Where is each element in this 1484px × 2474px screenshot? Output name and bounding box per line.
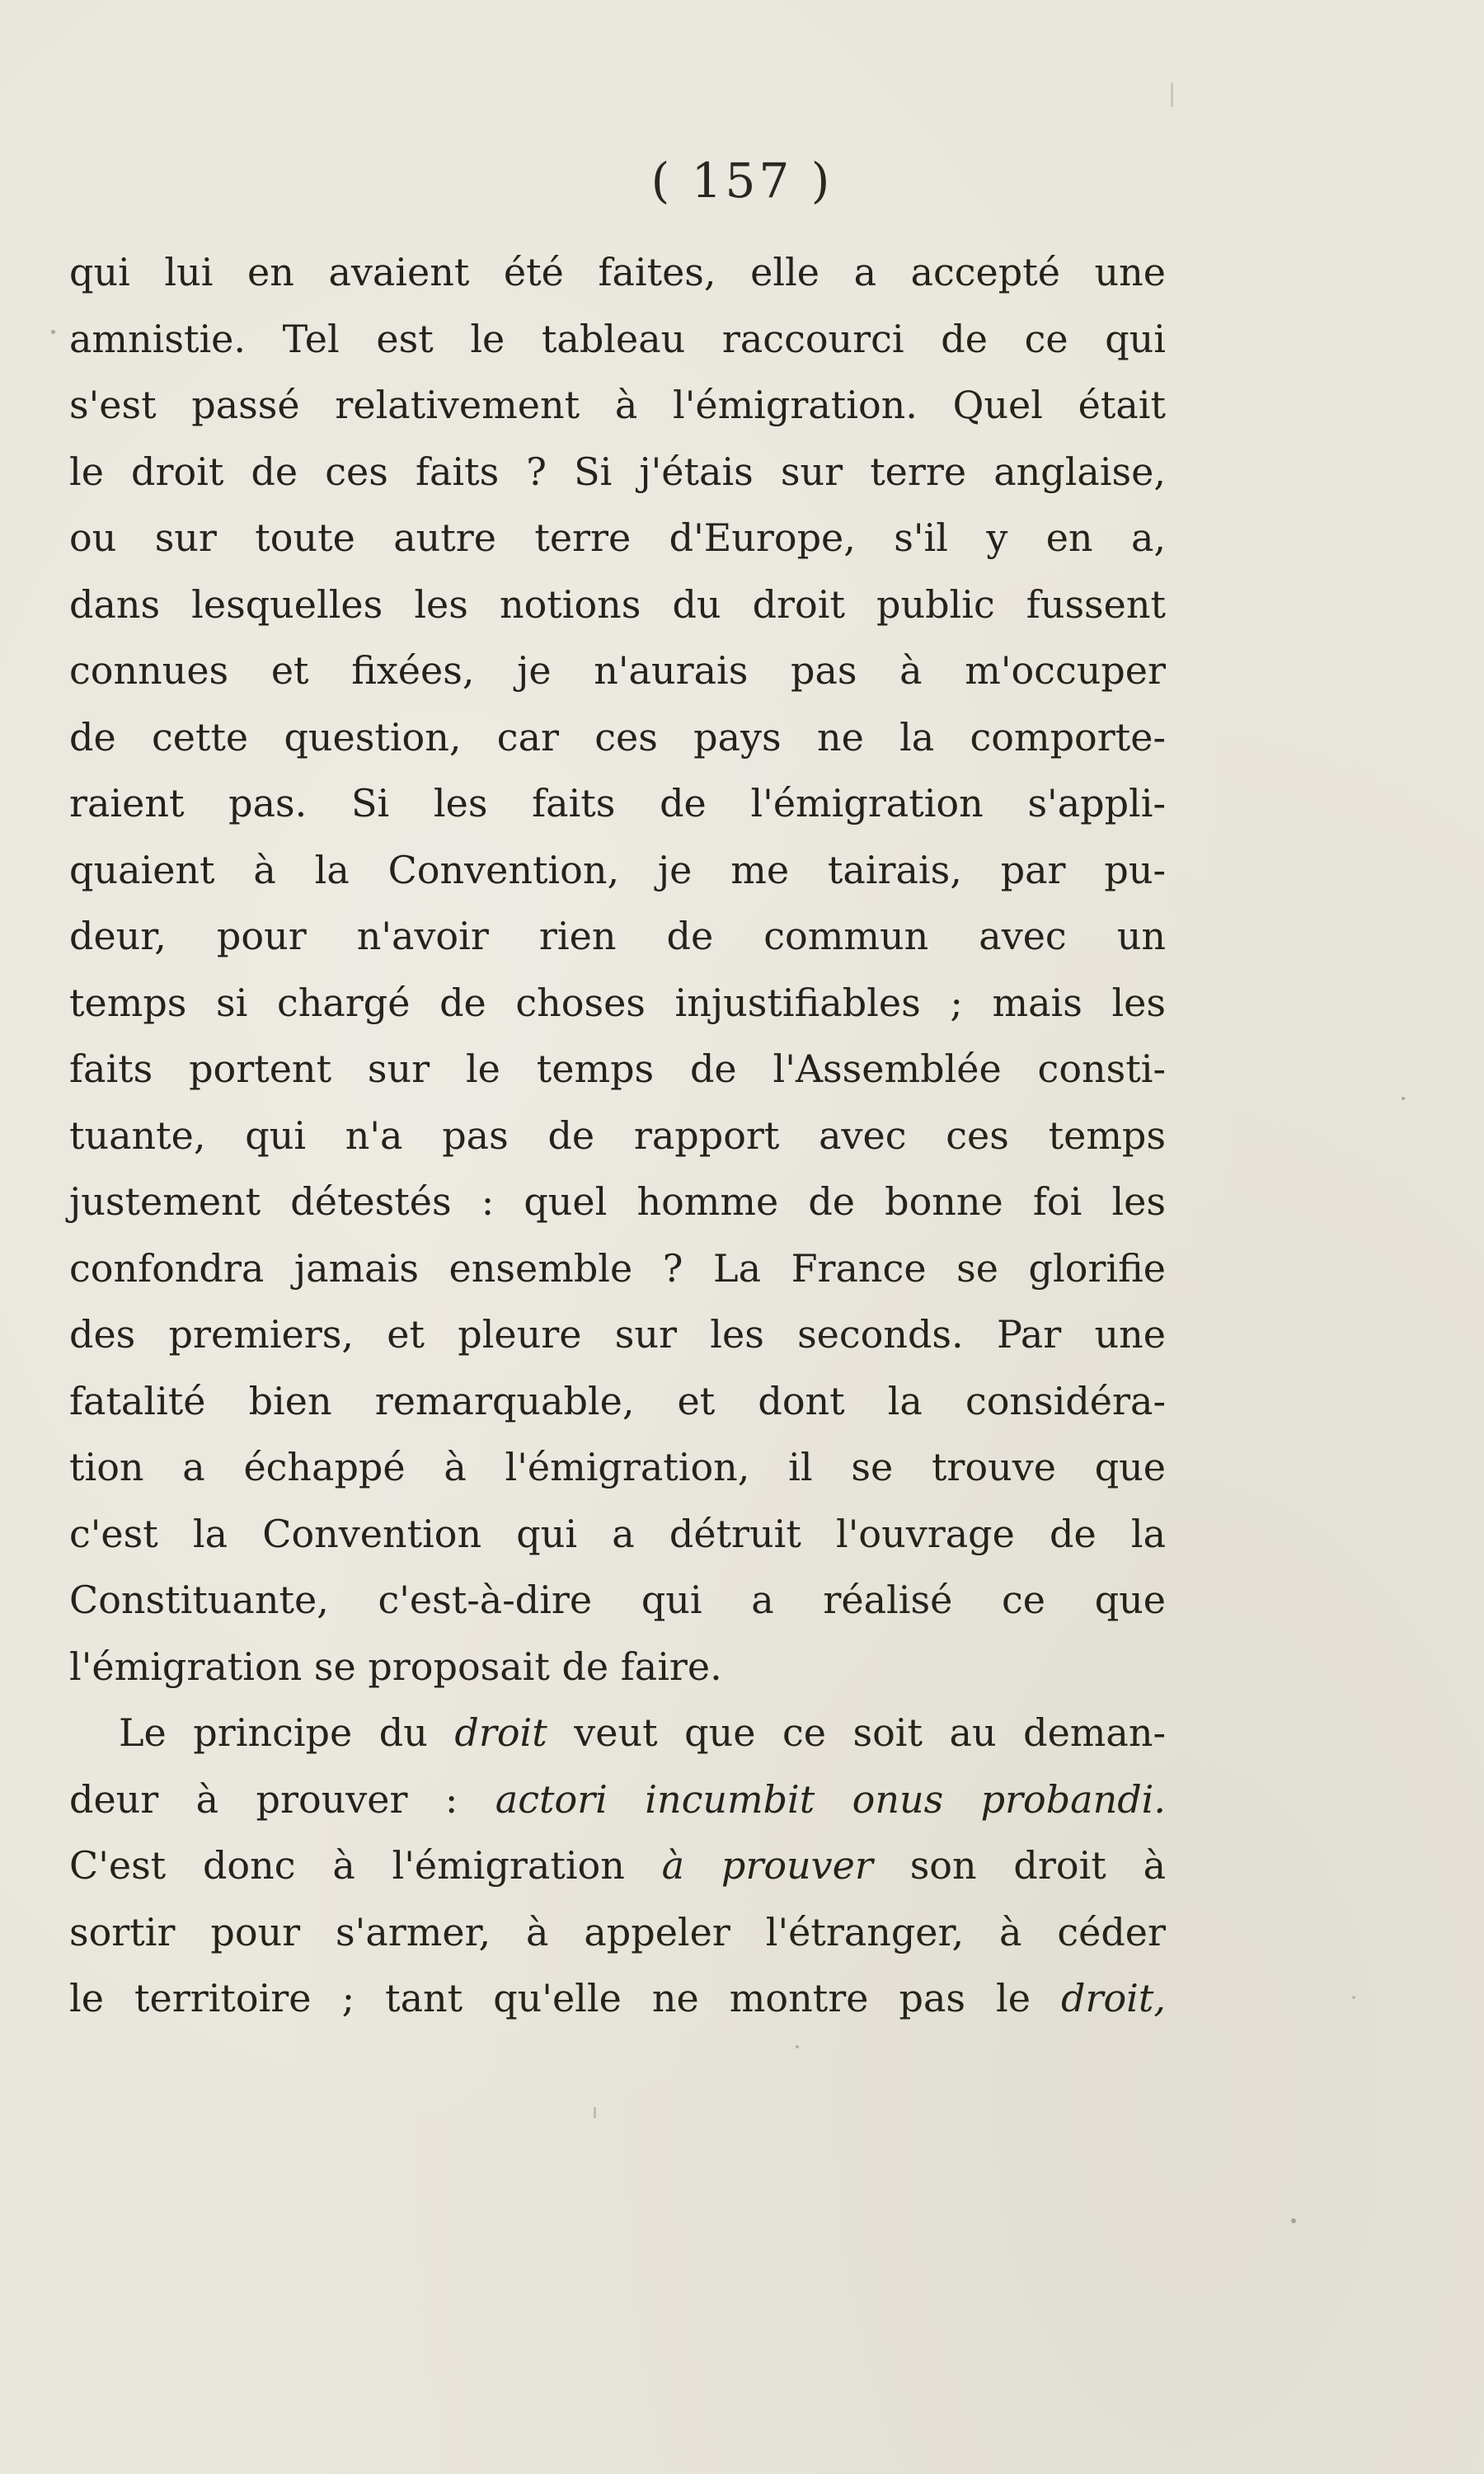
text-line: justement détestés : quel homme de bonne foi les: [69, 1179, 1166, 1224]
text-line-with-italic: [69, 1832, 1166, 1899]
text-line: de cette question, car ces pays ne la comporte-: [69, 714, 1166, 760]
body-text: [69, 239, 1166, 2032]
text-segment: Le principe du: [119, 1710, 455, 1755]
paper-speck: [1402, 1097, 1405, 1100]
text-line: Constituante, c'est-à-dire qui a réalisé ce que: [69, 1578, 1166, 1622]
italic-latin-maxim: actori incumbit onus probandi.: [495, 1776, 1167, 1822]
text-line-with-italic: [69, 1700, 1166, 1766]
text-line-with-italic: [69, 1766, 1166, 1833]
text-line: sortir pour s'armer, à appeler l'étranger, à céder: [69, 1909, 1166, 1954]
text-line: le droit de ces faits ? Si j'étais sur terre anglaise,: [69, 449, 1166, 494]
text-line: tion a échappé à l'émigration, il se trouve que: [69, 1445, 1166, 1489]
text-segment: son droit à: [872, 1843, 1166, 1888]
text-segment: veut que ce soit au deman-: [547, 1710, 1167, 1755]
text-line: tuante, qui n'a pas de rapport avec ces temps: [69, 1112, 1166, 1158]
page-number: ( 157 ): [650, 153, 834, 209]
text-segment: deur à prouver :: [69, 1776, 495, 1822]
paper-speck: [594, 2107, 596, 2119]
text-line: fatalité bien remarquable, et dont la considéra-: [69, 1378, 1166, 1423]
text-line: c'est la Convention qui a détruit l'ouvrage de la: [69, 1511, 1166, 1556]
text-line: qui lui en avaient été faites, elle a accepté une: [69, 250, 1166, 294]
text-line: s'est passé relativement à l'émigration. Quel était: [69, 383, 1166, 427]
text-line: ou sur toute autre terre d'Europe, s'il y en a,: [69, 515, 1166, 560]
text-line: confondra jamais ensemble ? La France se glorifie: [69, 1245, 1166, 1291]
text-line: des premiers, et pleure sur les seconds. Par une: [69, 1312, 1166, 1357]
paragraph-end-line: l'émigration se proposait de faire.: [69, 1644, 722, 1689]
text-segment: C'est donc à l'émigration: [69, 1843, 662, 1888]
text-line: connues et fixées, je n'aurais pas à m'occuper: [69, 648, 1166, 693]
text-line: temps si chargé de choses injustifiables ; mais les: [69, 980, 1166, 1025]
text-line: quaient à la Convention, je me tairais, par pu-: [69, 847, 1166, 892]
text-segment: le territoire ; tant qu'elle ne montre pas le: [69, 1976, 1062, 2020]
italic-term: à prouver: [661, 1843, 873, 1888]
text-line: dans lesquelles les notions du droit public fussent: [69, 581, 1166, 627]
italic-term: droit,: [1061, 1976, 1166, 2020]
text-line: raient pas. Si les faits de l'émigration s'appli-: [69, 781, 1166, 825]
italic-term: droit: [454, 1710, 547, 1755]
text-line-with-italic: [69, 1965, 1166, 2032]
text-line: faits portent sur le temps de l'Assemblée consti-: [69, 1047, 1166, 1091]
paper-speck: [51, 330, 55, 334]
paper-speck: [1291, 2218, 1296, 2223]
paper-speck: [796, 2045, 799, 2048]
text-line: deur, pour n'avoir rien de commun avec un: [69, 914, 1166, 958]
text-line: amnistie. Tel est le tableau raccourci de ce qui: [69, 316, 1166, 361]
paper-speck: [1171, 82, 1173, 107]
paper-speck: [1352, 1996, 1355, 1999]
